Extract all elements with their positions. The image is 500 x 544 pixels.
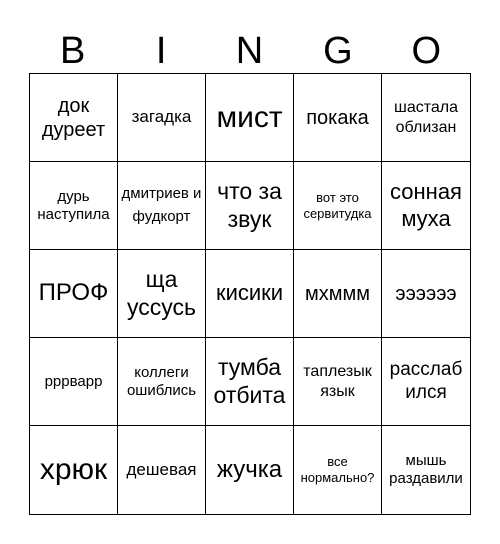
bingo-cell[interactable]: дешевая [118, 426, 206, 514]
header-letter-i: I [155, 30, 168, 72]
bingo-board [29, 73, 471, 515]
bingo-cell[interactable]: хрюк [30, 426, 118, 514]
bingo-cell[interactable]: сонная муха [382, 162, 470, 250]
bingo-cell[interactable]: мышь раздавили [389, 452, 463, 487]
bingo-cell[interactable]: расслаб ился [382, 338, 470, 426]
bingo-cell[interactable]: все нормально? [294, 426, 382, 514]
bingo-cell[interactable]: вот это сервитудка [294, 162, 382, 250]
bingo-cell[interactable]: рррварр [30, 338, 118, 426]
bingo-cell[interactable]: коллеги ошиблись [118, 338, 206, 426]
header-letter-g: G [323, 30, 354, 72]
bingo-cell[interactable]: кисики [206, 250, 294, 338]
bingo-cell[interactable]: мхммм [294, 250, 382, 338]
bingo-cell[interactable]: загадка [118, 74, 206, 162]
bingo-cell[interactable]: ПРОФ [30, 250, 118, 338]
bingo-cell[interactable]: что за звук [206, 162, 294, 250]
bingo-cell[interactable]: таплезык язык [294, 338, 382, 426]
bingo-cell[interactable]: ща уссусь [118, 250, 206, 338]
header-letter-b: B [60, 30, 87, 72]
header-letter-n: N [235, 30, 265, 72]
header-letter-o: O [411, 30, 443, 72]
bingo-cell[interactable]: ээээээ [382, 250, 470, 338]
bingo-cell[interactable]: дурь наступила [30, 162, 118, 250]
bingo-header [29, 28, 471, 74]
bingo-cell[interactable]: жучка [206, 426, 294, 514]
bingo-cell[interactable]: тумба отбита [206, 338, 294, 426]
bingo-cell[interactable]: дмитриев и фудкорт [118, 162, 206, 250]
bingo-cell[interactable]: мист [206, 74, 294, 162]
bingo-cell[interactable]: покака [294, 74, 382, 162]
bingo-cell[interactable]: док дуреет [30, 74, 118, 162]
bingo-cell[interactable]: шастала облизан [382, 74, 470, 162]
